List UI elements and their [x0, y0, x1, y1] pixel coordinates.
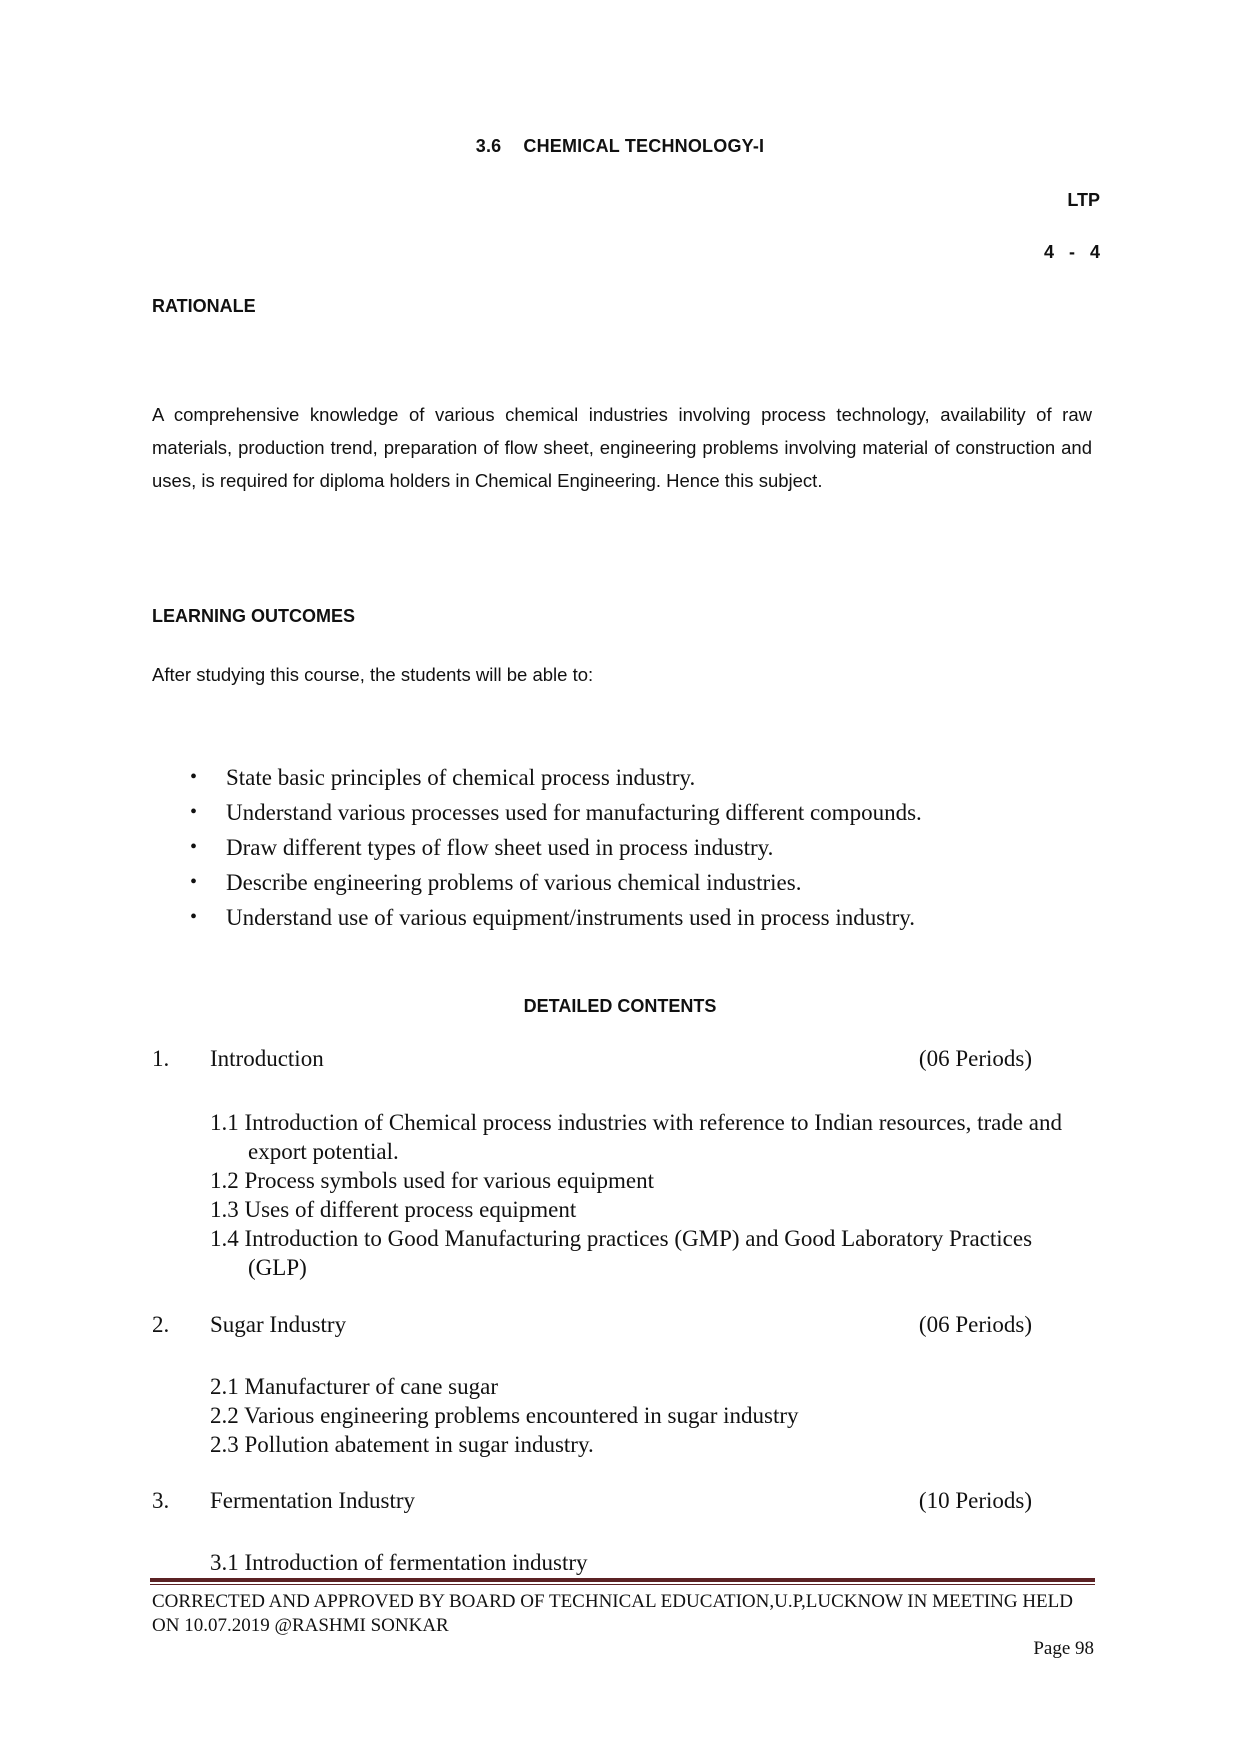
footer-line-1: CORRECTED AND APPROVED BY BOARD OF TECHNICAL EDUCATION,U.P,LUCKNOW IN MEETING HELD [152, 1591, 1073, 1612]
course-number: 3.6 [475, 136, 502, 156]
unit-subitems [210, 1548, 1070, 1577]
learning-outcomes-intro: After studying this course, the students will be able to: [152, 664, 594, 685]
list-item: • Draw different types of flow sheet used in process industry. [190, 830, 1090, 865]
unit-periods: (06 Periods) [918, 1312, 1032, 1337]
footer-note [152, 1590, 1092, 1638]
learning-outcomes-list [190, 760, 1090, 935]
list-item: • Understand various processes used for manufacturing different compounds. [190, 795, 1090, 830]
subitem: 1.4 Introduction to Good Manufacturing practices (GMP) and Good Laboratory Practices (GLP) [210, 1226, 1033, 1280]
ltp-label: LTP [1067, 190, 1100, 210]
subitem: 2.2 Various engineering problems encountered in sugar industry [210, 1403, 799, 1428]
course-title [0, 136, 1240, 157]
unit-number: 1. [152, 1046, 170, 1071]
footer-divider [150, 1578, 1095, 1582]
bullet-icon: • [190, 836, 198, 858]
unit-number: 2. [152, 1312, 170, 1337]
unit-subitems [210, 1108, 1070, 1282]
bullet-icon: • [190, 871, 198, 893]
unit-title: Sugar Industry [210, 1312, 347, 1337]
rationale-heading: RATIONALE [152, 296, 256, 316]
list-item: • Describe engineering problems of various chemical industries. [190, 865, 1090, 900]
subitem: 3.1 Introduction of fermentation industry [210, 1550, 588, 1575]
unit-subitems [210, 1372, 1070, 1459]
unit-number: 3. [152, 1488, 170, 1513]
learning-outcomes-heading: LEARNING OUTCOMES [152, 606, 356, 626]
bullet-icon: • [190, 766, 198, 788]
footer-divider-thin [150, 1584, 1095, 1585]
bullet-icon: • [190, 906, 198, 928]
ltp-values: 4 - 4 [1043, 242, 1100, 262]
subitem: 2.1 Manufacturer of cane sugar [210, 1374, 499, 1399]
subitem: 1.3 Uses of different process equipment [210, 1197, 577, 1222]
subitem: 1.1 Introduction of Chemical process industries with reference to Indian resources, trade and export potential. [210, 1110, 1062, 1164]
footer-line-2: ON 10.07.2019 @RASHMI SONKAR [152, 1615, 449, 1636]
subitem: 1.2 Process symbols used for various equipment [210, 1168, 654, 1193]
page-number: Page 98 [1033, 1638, 1094, 1659]
subitem: 2.3 Pollution abatement in sugar industry. [210, 1432, 594, 1457]
list-item: • State basic principles of chemical process industry. [190, 760, 1090, 795]
course-name: CHEMICAL TECHNOLOGY-I [523, 136, 765, 156]
list-item: • Understand use of various equipment/instruments used in process industry. [190, 900, 1090, 935]
unit-title: Introduction [210, 1046, 324, 1071]
unit-title: Fermentation Industry [210, 1488, 416, 1513]
unit-periods: (06 Periods) [918, 1046, 1032, 1071]
detailed-contents-heading: DETAILED CONTENTS [523, 996, 717, 1016]
unit-periods: (10 Periods) [918, 1488, 1032, 1513]
bullet-icon: • [190, 801, 198, 823]
rationale-text: A comprehensive knowledge of various chemical industries involving process technology, availability of raw materials, production trend, preparation of flow sheet, engineering problems involving material of construction and uses, is required for diploma holders in Chemical Engineering. Hence this subject. [152, 404, 1092, 491]
